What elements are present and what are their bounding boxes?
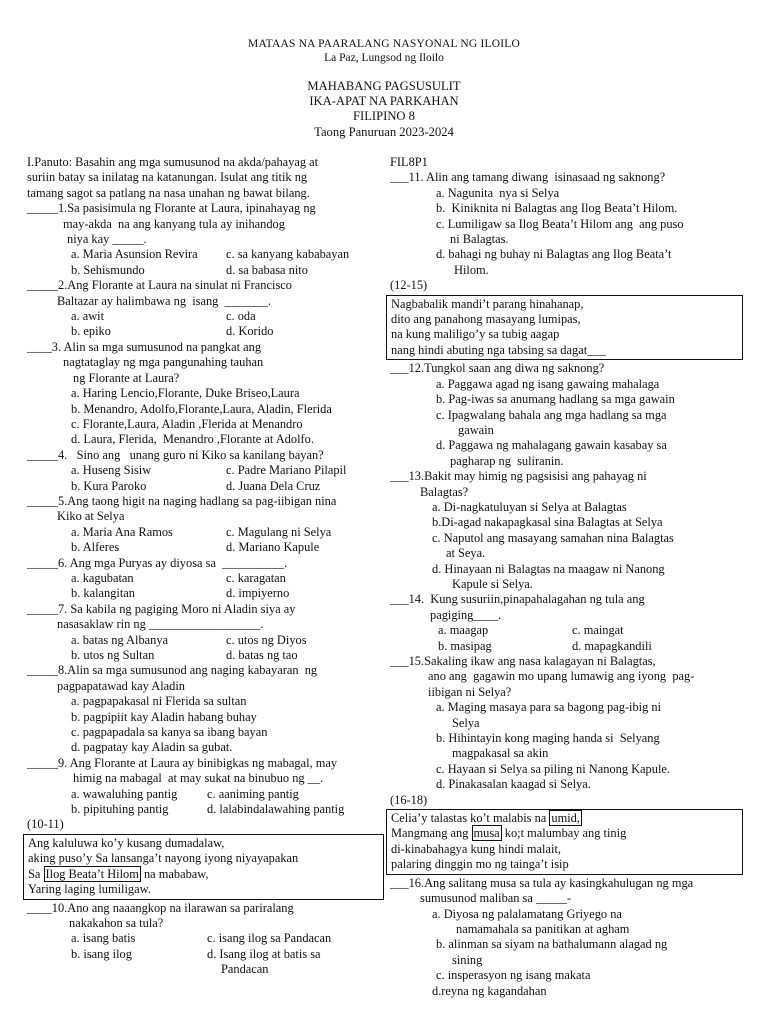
- choice-a: a. Haring Lencio,Florante, Duke Briseo,Laura: [71, 386, 300, 401]
- boxed-phrase: Ilog Beata’t Hilom: [45, 866, 139, 881]
- choice-a-continued: Selya: [452, 715, 480, 730]
- choice-a: a. kagubatan: [71, 570, 134, 585]
- boxed-word: musa: [473, 826, 500, 841]
- choice-b: b. Alferes: [71, 540, 120, 555]
- choice-a: a. wawaluhing pantig: [71, 786, 178, 801]
- poem-line: aking puso’y Sa lansanga’t nayong iyong niyayapakan: [28, 851, 299, 866]
- poem-line: Sa Ilog Beata’t Hilom na mababaw,: [28, 866, 209, 881]
- question-text: Baltazar ay halimbawa ng isang _______.: [57, 293, 272, 308]
- choice-d-continued: Hilom.: [454, 262, 489, 277]
- question-text: pagpapatawad kay Aladin: [57, 678, 185, 693]
- instruction-line: tamang sagot sa patlang na nasa unahan ng bawat bilang.: [27, 185, 310, 200]
- choice-c-continued: gawain: [458, 422, 494, 437]
- choice-a: a. pagpapakasal ni Flerida sa sultan: [71, 694, 247, 709]
- poem-line: nang hindi abuting nga tabsing sa dagat___: [391, 342, 606, 357]
- choice-c: c. Padre Mariano Pilapil: [226, 463, 347, 478]
- choice-d: d.reyna ng kagandahan: [432, 983, 547, 998]
- choice-b: b. Pag-iwas sa anumang hadlang sa mga gawain: [436, 392, 675, 407]
- choice-d: d. Korido: [226, 324, 274, 339]
- question-4: _____4. Sino ang unang guro ni Kiko sa kanilang bayan?: [27, 447, 324, 462]
- exam-header: [0, 37, 768, 140]
- choice-b: b. Kiniknita ni Balagtas ang Ilog Beata’t Hilom.: [436, 201, 678, 216]
- choice-c-continued: ni Balagtas.: [450, 232, 509, 247]
- choice-b: b.Di-agad nakapagkasal sina Balagtas at Selya: [432, 515, 663, 530]
- choice-b: b. pagpipiit kay Aladin habang buhay: [71, 709, 257, 724]
- choice-a: a. Di-nagkatuluyan si Selya at Balagtas: [432, 499, 627, 514]
- choice-d: d. lalabindalawahing pantig: [207, 802, 345, 817]
- choice-row: [27, 540, 379, 555]
- exam-title: MAHABANG PAGSUSULIT: [307, 79, 461, 93]
- question-6: _____6. Ang mga Puryas ay diyosa sa __________.: [27, 555, 288, 570]
- choice-d: d. Paggawa ng mahalagang gawain kasabay sa: [436, 438, 667, 453]
- competency-code: FIL8P1: [390, 155, 428, 169]
- choice-c: c. aaniming pantig: [207, 786, 299, 801]
- choice-row: [27, 571, 379, 586]
- choice-b: b. alinman sa siyam na bathalumann alagad ng: [436, 937, 668, 952]
- question-1: _____1.Sa pasisimula ng Florante at Laura, ipinahayag ng: [27, 201, 316, 216]
- choice-a: a. Maria Ana Ramos: [71, 524, 173, 539]
- question-text: nasasaklaw rin ng __________________.: [57, 617, 264, 632]
- choice-row: [27, 787, 379, 802]
- poem-line: palaring dinggin mo ng tainga’t isip: [391, 857, 569, 872]
- choice-d: d. Laura, Flerida, Menandro ,Florante at Adolfo.: [71, 432, 314, 447]
- question-text: ng Florante at Laura?: [73, 370, 180, 385]
- question-10: ____10.Ano ang naaangkop na ilarawan sa pariralang: [27, 900, 294, 915]
- choice-d: d. Juana Dela Cruz: [226, 478, 321, 493]
- question-5: _____5.Ang taong higit na naging hadlang sa pag-iibigan nina: [27, 493, 337, 508]
- left-column: [27, 155, 379, 978]
- choice-row: [27, 324, 379, 339]
- poem-box: [386, 295, 743, 361]
- choice-row: [27, 263, 379, 278]
- choice-a: a. batas ng Albanya: [71, 632, 169, 647]
- choice-b: b. isang ilog: [71, 946, 132, 961]
- choice-d: d. bahagi ng buhay ni Balagtas ang Ilog Beata’t: [436, 247, 672, 262]
- choice-d: d. Hinayaan ni Balagtas na maagaw ni Nanong: [432, 561, 665, 576]
- item-range-label: (10-11): [27, 817, 64, 832]
- choice-a: a. Paggawa agad ng isang gawaing mahalaga: [436, 376, 660, 391]
- choice-c: c. Magulang ni Selya: [226, 524, 332, 539]
- choice-d-continued: pagharap ng suliranin.: [450, 453, 564, 468]
- choice-row: [27, 931, 379, 946]
- poem-line: Nagbabalik mandi’t parang hinahanap,: [391, 296, 584, 311]
- choice-b: b. Menandro, Adolfo,Florante,Laura, Aladin, Flerida: [71, 401, 332, 416]
- choice-b-continued: magpakasal sa akin: [452, 746, 549, 761]
- choice-a: a. Diyosa ng palalamatang Griyego na: [432, 906, 622, 921]
- school-address: La Paz, Lungsod ng Iloilo: [324, 52, 444, 64]
- instruction-line: I.Panuto: Basahin ang mga sumusunod na akda/pahayag at: [27, 155, 319, 169]
- choice-c: c. Naputol ang masayang samahan nina Balagtas: [432, 530, 674, 545]
- choice-row: [27, 463, 379, 478]
- choice-b: b. kalangitan: [71, 586, 135, 601]
- choice-row: [27, 633, 379, 648]
- choice-a: a. isang batis: [71, 931, 136, 946]
- question-text: nagtataglay ng mga pangunahing tauhan: [63, 355, 264, 370]
- question-text: may-akda na ang kanyang tula ay inihandog: [63, 216, 285, 231]
- choice-b: b. masipag: [438, 638, 492, 653]
- choice-row: [390, 623, 752, 638]
- question-text: nakakahon sa tula?: [69, 915, 164, 930]
- question-text: Kiko at Selya: [57, 509, 125, 524]
- choice-c: c. pagpapadala sa kanya sa ibang bayan: [71, 725, 268, 740]
- question-15: ___15.Sakaling ikaw ang nasa kalagayan ni Balagtas,: [390, 654, 656, 668]
- choice-c-continued: at Seya.: [446, 546, 486, 561]
- choice-d: d. Pinakasalan kaagad si Selya.: [436, 777, 591, 792]
- choice-row: [27, 247, 379, 262]
- poem-line: di-kinabahagya kung hindi malait,: [391, 841, 561, 856]
- choice-c: c. isang ilog sa Pandacan: [207, 931, 332, 946]
- item-range-label: (16-18): [390, 792, 428, 807]
- poem-line: Celia’y talastas ko’t malabis na umid,: [391, 811, 580, 826]
- choice-d: d. sa babasa nito: [226, 262, 308, 277]
- exam-quarter: IKA-APAT NA PARKAHAN: [309, 94, 459, 109]
- choice-d: d. Mariano Kapule: [226, 540, 320, 555]
- question-9: _____9. Ang Florante at Laura ay binibigkas ng mabagal, may: [27, 755, 338, 770]
- question-8: _____8.Alin sa mga sumusunod ang naging kabayaran ng: [27, 663, 318, 678]
- choice-d-continued: Kapule si Selya.: [452, 576, 533, 591]
- question-text: sumusunod maliban sa _____-: [420, 891, 572, 906]
- choice-row: [27, 586, 379, 601]
- question-11: ___11. Alin ang tamang diwang isinasaad ng saknong?: [390, 170, 666, 185]
- question-text: himig na mabagal at may sukat na binubuo ng __.: [73, 771, 324, 786]
- question-3: ____3. Alin sa mga sumusunod na pangkat ang: [27, 339, 262, 354]
- choice-b: b. epiko: [71, 324, 111, 339]
- choice-row: [390, 639, 752, 654]
- choice-c: c. Ipagwalang bahala ang mga hadlang sa mga: [436, 407, 667, 422]
- choice-a: a. Nagunita nya si Selya: [436, 185, 560, 200]
- choice-a: a. awit: [71, 309, 105, 324]
- exam-subject: FILIPINO 8: [353, 109, 415, 124]
- question-12: ___12.Tungkol saan ang diwa ng saknong?: [390, 361, 605, 376]
- choice-c: c. karagatan: [226, 570, 286, 585]
- choice-a: a. maagap: [438, 623, 489, 638]
- choice-d: d. Isang ilog at batis sa: [207, 946, 321, 961]
- poem-line: na kung maliligo’y sa tubig aagap: [391, 327, 560, 342]
- question-13: ___13.Bakit may himig ng pagsisisi ang pahayag ni: [390, 469, 647, 484]
- choice-row: [27, 479, 379, 494]
- choice-c: c. utos ng Diyos: [226, 632, 307, 647]
- choice-c: c. Florante,Laura, Aladin ,Flerida at Menandro: [71, 416, 303, 431]
- choice-row: [27, 648, 379, 663]
- question-14: ___14. Kung susuriin,pinapahalagahan ng tula ang: [390, 592, 645, 607]
- poem-line: Yaring laging lumiligaw.: [28, 882, 151, 897]
- choice-b: b. Hihintayin kong maging handa si Selyang: [436, 731, 660, 746]
- choice-c: c. Lumiligaw sa Ilog Beata’t Hilom ang ang puso: [436, 216, 684, 231]
- choice-c: c. sa kanyang kababayan: [226, 247, 350, 262]
- choice-a: a. Huseng Sisiw: [71, 463, 152, 478]
- poem-line: Mangmang ang musa ko;t malumbay ang tinig: [391, 826, 627, 841]
- school-name: MATAAS NA PAARALANG NASYONAL NG ILOILO: [248, 38, 520, 50]
- choice-row: [27, 309, 379, 324]
- right-column: [390, 155, 752, 999]
- choice-d: d. pagpatay kay Aladin sa gubat.: [71, 740, 233, 755]
- choice-c: c. Hayaan si Selya sa piling ni Nanong Kapule.: [436, 761, 670, 776]
- choice-b: b. Sehismundo: [71, 262, 145, 277]
- question-2: _____2.Ang Florante at Laura na sinulat ni Francisco: [27, 278, 292, 293]
- choice-d: d. mapagkandili: [572, 638, 652, 653]
- boxed-word: umid,: [551, 811, 580, 826]
- choice-row: [27, 947, 379, 962]
- choice-a: a. Maria Asunsion Revira: [71, 247, 198, 262]
- choice-c: c. oda: [226, 309, 256, 324]
- question-text: niya kay _____.: [67, 232, 147, 247]
- question-text: ano ang gagawin mo upang lumawig ang iyong pag-: [428, 669, 695, 684]
- question-16: ___16.Ang salitang musa sa tula ay kasingkahulugan ng mga: [390, 875, 694, 890]
- choice-row: [27, 525, 379, 540]
- choice-b: b. utos ng Sultan: [71, 648, 155, 662]
- instruction-line: suriin batay sa inilatag na katanungan. Isulat ang titik ng: [27, 170, 308, 185]
- choice-b-continued: sining: [452, 952, 483, 967]
- question-text: pagiging____.: [430, 607, 502, 622]
- poem-box: [386, 809, 743, 875]
- choice-a-continued: namamahala sa panitikan at agham: [456, 921, 630, 936]
- choice-d-continued: Pandacan: [221, 962, 269, 977]
- choice-d: d. batas ng tao: [226, 648, 298, 662]
- choice-row: [27, 802, 379, 817]
- question-text: iibigan ni Selya?: [428, 684, 512, 699]
- item-range-label: (12-15): [390, 278, 428, 293]
- choice-b: b. Kura Paroko: [71, 478, 147, 493]
- poem-box: [23, 834, 384, 900]
- choice-a: a. Maging masaya para sa bagong pag-ibig ni: [436, 700, 662, 715]
- poem-line: dito ang panahong masayang lumipas,: [391, 312, 581, 327]
- choice-d: d. impiyerno: [226, 586, 290, 601]
- choice-b: b. pipituhing pantig: [71, 802, 169, 817]
- question-text: Balagtas?: [420, 484, 469, 499]
- school-year: Taong Panuruan 2023-2024: [314, 124, 454, 139]
- choice-c: c. insperasyon ng isang makata: [436, 968, 591, 983]
- question-7: _____7. Sa kabila ng pagiging Moro ni Aladin siya ay: [27, 601, 296, 616]
- choice-c: c. maingat: [572, 623, 624, 638]
- poem-line: Ang kaluluwa ko’y kusang dumadalaw,: [28, 835, 225, 850]
